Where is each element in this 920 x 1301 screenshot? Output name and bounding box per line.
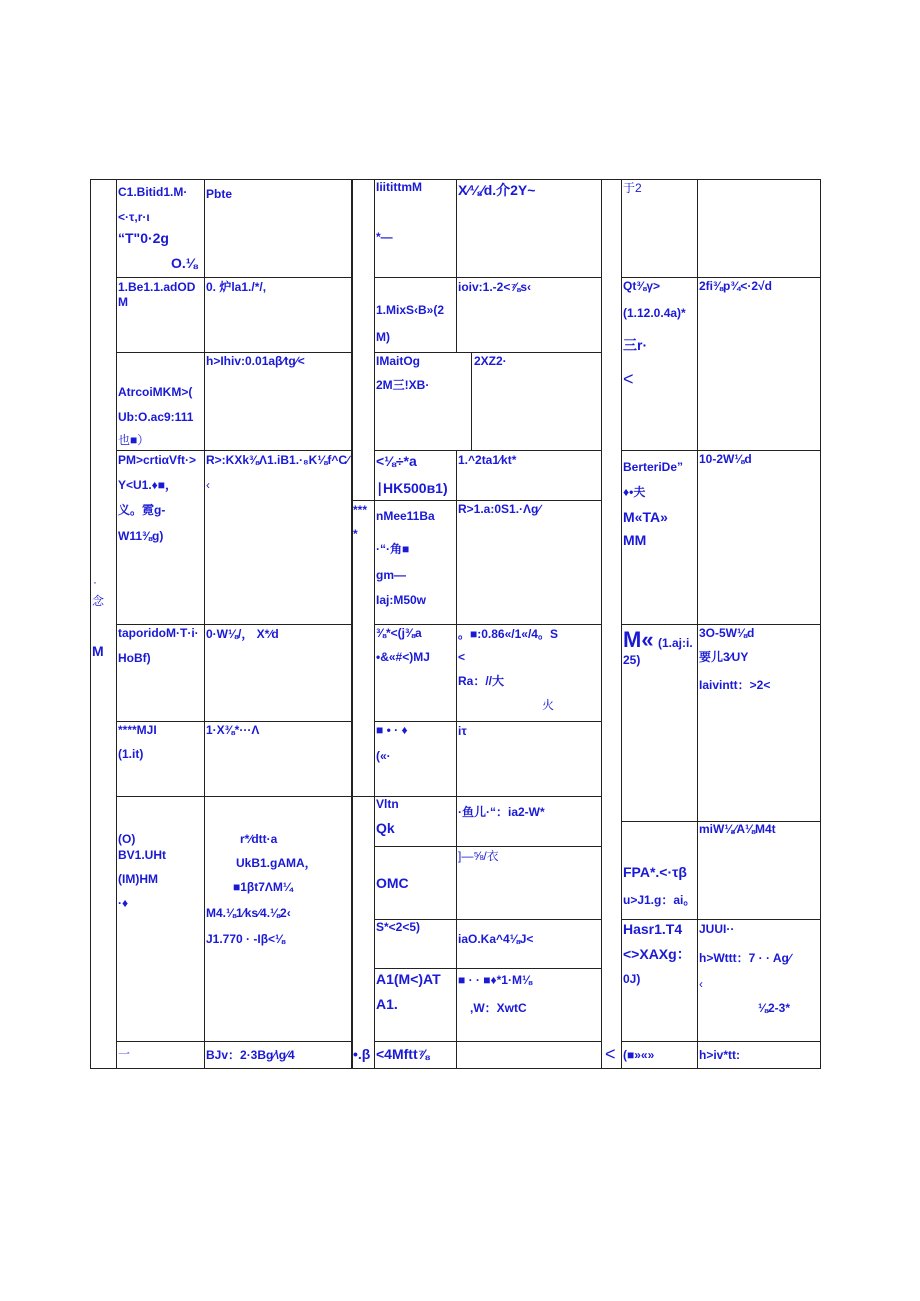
cell-text: JUUI··: [699, 922, 735, 936]
cell-text: 10-2W⅛d: [699, 452, 752, 466]
cell-text: M): [376, 330, 390, 344]
cell-f-r12: [456, 1041, 602, 1069]
cell-text: C1.Bitid1.M·: [118, 185, 188, 199]
cell-text: Iaj:M50w: [376, 593, 427, 607]
cell-text: O.⅛: [171, 255, 198, 271]
cell-text: ■ • · ♦: [376, 723, 408, 737]
cell-text: 2fi⅜p¾<·2√d: [699, 279, 772, 293]
cell-text: UkB1.gAMA，: [236, 856, 317, 870]
cell-text: ioiv:1.-2<⅞s‹: [458, 280, 532, 294]
cell-text: ****MJI: [118, 723, 157, 737]
cell-i-r1: [697, 179, 821, 278]
cell-text: *—: [376, 230, 393, 244]
cell-text: 0. 炉la1./*/,: [206, 280, 267, 294]
cell-text: ■ · · ■♦*1·M⅛: [458, 973, 532, 987]
cell-text: *: [353, 527, 358, 541]
cell-text: 1.Be1.1.adOD: [118, 280, 196, 294]
cell-text: 也■）: [118, 433, 150, 447]
cell-g: [601, 179, 622, 1069]
cell-text: (1.it): [118, 747, 144, 761]
cell-text: IMaitOg: [376, 354, 420, 368]
cell-text: BJv：2·3Bg∕\g∕4: [206, 1048, 295, 1062]
cell-text: “T"0·2g: [118, 230, 169, 246]
cell-text: Hasr1.T4: [623, 921, 683, 937]
cell-text: iτ: [458, 724, 467, 738]
cell-text: IiitittmM: [376, 180, 422, 194]
cell-d-r3: [352, 796, 375, 1069]
cell-text: <: [458, 650, 466, 664]
cell-text: MM: [623, 532, 647, 548]
cell-text: 2XZ2·: [474, 354, 507, 368]
cell-text: (IM)HM: [118, 872, 158, 886]
cell-f-r7: [456, 721, 602, 797]
cell-text: J1.770 · -Iβ<⅛: [206, 932, 286, 946]
cell-text: ·“·角■: [376, 542, 410, 556]
cell-text: ‹: [699, 977, 703, 991]
cell-text: W11⅜g): [118, 529, 164, 543]
cell-text: 三r·: [623, 337, 648, 353]
cell-text: 1·X⅜*···Λ: [206, 723, 260, 737]
cell-text: 。■:0.86«/1«/4。S: [458, 627, 558, 641]
cell-text: R>:KXk⅜Λ1.iB1.·₈K⅛f^C∕: [206, 453, 350, 467]
cell-f-r5: [456, 500, 602, 625]
cell-text: 3O-5W⅛d: [699, 626, 755, 640]
cell-text: 义。霓g-: [118, 503, 166, 517]
cell-text: Qk: [376, 820, 395, 836]
cell-text: M: [118, 295, 128, 309]
cell-text: nMee11Ba: [376, 509, 435, 523]
cell-text: ]—⅝/衣: [458, 849, 499, 863]
cell-text: ‹: [206, 478, 210, 492]
cell-c-r4: [204, 450, 352, 625]
cell-text: iaO.Ka^4⅛J<: [458, 932, 534, 946]
cell-i-r2: [697, 277, 821, 451]
cell-text: •&«#<)MJ: [376, 650, 430, 664]
col-a-m: M: [92, 643, 104, 659]
cell-text: 1.MixS‹B»(2: [376, 303, 445, 317]
cell-text: Y<U1.♦■，: [118, 478, 178, 492]
cell-text: Ub:O.ac9:111: [118, 410, 194, 424]
cell-text: («·: [376, 749, 391, 763]
col-a-char: 念: [92, 594, 105, 608]
col-a-dot: ·: [93, 575, 97, 589]
cell-text: 2M三!XB·: [376, 378, 430, 392]
cell-text: M4.⅛1∕ks∕4.⅛2‹: [206, 906, 291, 920]
cell-text: <⅛÷*a: [376, 453, 417, 469]
cell-text: Qt⅜γ>: [623, 279, 661, 293]
cell-text: u>J1.g：ai。: [623, 893, 696, 907]
cell-text: 于2: [623, 181, 642, 195]
cell-text: X∕⅛∕d.介2Y~: [458, 182, 536, 198]
cell-text: <>XAXg：: [623, 946, 691, 962]
col-a-dash: 一: [118, 1047, 131, 1061]
cell-text: BerteriDe”: [623, 460, 684, 474]
cell-text: (■»«»: [623, 1048, 655, 1062]
cell-text: miW⅛∕A⅛M4t: [699, 822, 776, 836]
cell-text: h>iv*tt:: [699, 1048, 741, 1062]
cell-text: 0J): [623, 972, 641, 986]
cell-text: (O): [118, 832, 136, 846]
cell-text: <: [623, 369, 634, 389]
cell-d-r1: [352, 179, 375, 501]
cell-text: Ra：//大: [458, 674, 505, 688]
cell-text: Iaivintt：>2<: [699, 678, 771, 692]
cell-text: ***: [353, 503, 368, 517]
cell-text: taporidoM·T·i·: [118, 626, 199, 640]
cell-text: FPA*.<·τβ: [623, 864, 687, 880]
cell-text: 0·W⅛/， X*∕d: [206, 627, 279, 641]
cell-text: (1.12.0.4a)*: [623, 306, 686, 320]
cell-d-r2: [352, 500, 375, 797]
cell-text: h>Wttt：7 · · Ag∕: [699, 951, 791, 965]
cell-text: 火: [542, 698, 555, 712]
cell-text: S*<2<5): [376, 920, 421, 934]
cell-text: 要儿3∕UY: [699, 650, 749, 664]
cell-text: ·鱼儿·“：ia2-W*: [458, 805, 545, 819]
cell-text: A1.: [376, 996, 398, 1012]
cell-text: <4Mftt⅞: [376, 1046, 430, 1062]
cell-text: PM>crtiαVft·>: [118, 453, 197, 467]
cell-i-r6: [697, 919, 821, 1042]
cell-text: AtrcoiMKM>(: [118, 385, 193, 399]
cell-text: Vltn: [376, 797, 399, 811]
cell-text: 1.^2ta1∕kt*: [458, 453, 517, 467]
cell-text: ⅜*<(j⅜a: [376, 626, 422, 640]
cell-text: ■1βt7ΛM¼: [233, 880, 293, 894]
cell-i-r3: [697, 450, 821, 625]
cell-text: ·♦: [118, 896, 129, 910]
cell-text: A1(M<)AT: [376, 971, 441, 987]
cell-text: <·τ,r·ι: [118, 210, 150, 224]
cell-text: Pbte: [206, 187, 233, 201]
cell-text: ∣HK500в1): [376, 480, 448, 496]
cell-text: BV1.UHt: [118, 848, 167, 862]
cell-text: h>Ihiv:0.01aβ∕tg∕<: [206, 354, 305, 368]
cell-text: M«: [623, 627, 654, 652]
cell-text: M«TA»: [623, 509, 668, 525]
cell-text: R>1.a:0S1.·Λg∕: [458, 502, 541, 516]
cell-text: ⅛2-3*: [758, 1001, 791, 1015]
cell-text: ♦•夫: [623, 485, 646, 499]
col-g-chevron: <: [605, 1044, 616, 1064]
cell-col-a: [90, 179, 117, 1069]
cell-h-r2: [621, 277, 698, 451]
cell-text: ,W：XwtC: [470, 1001, 527, 1015]
cell-text: r*∕dtt·a: [240, 832, 278, 846]
cell-text: 25): [623, 653, 641, 667]
cell-text: HoBf): [118, 651, 151, 665]
cell-f-r8: [456, 796, 602, 847]
cell-text: gm—: [376, 568, 406, 582]
cell-text: (1.aj:i.: [658, 636, 693, 650]
cell-text: •.β: [353, 1046, 371, 1062]
cell-text: OMC: [376, 875, 409, 891]
